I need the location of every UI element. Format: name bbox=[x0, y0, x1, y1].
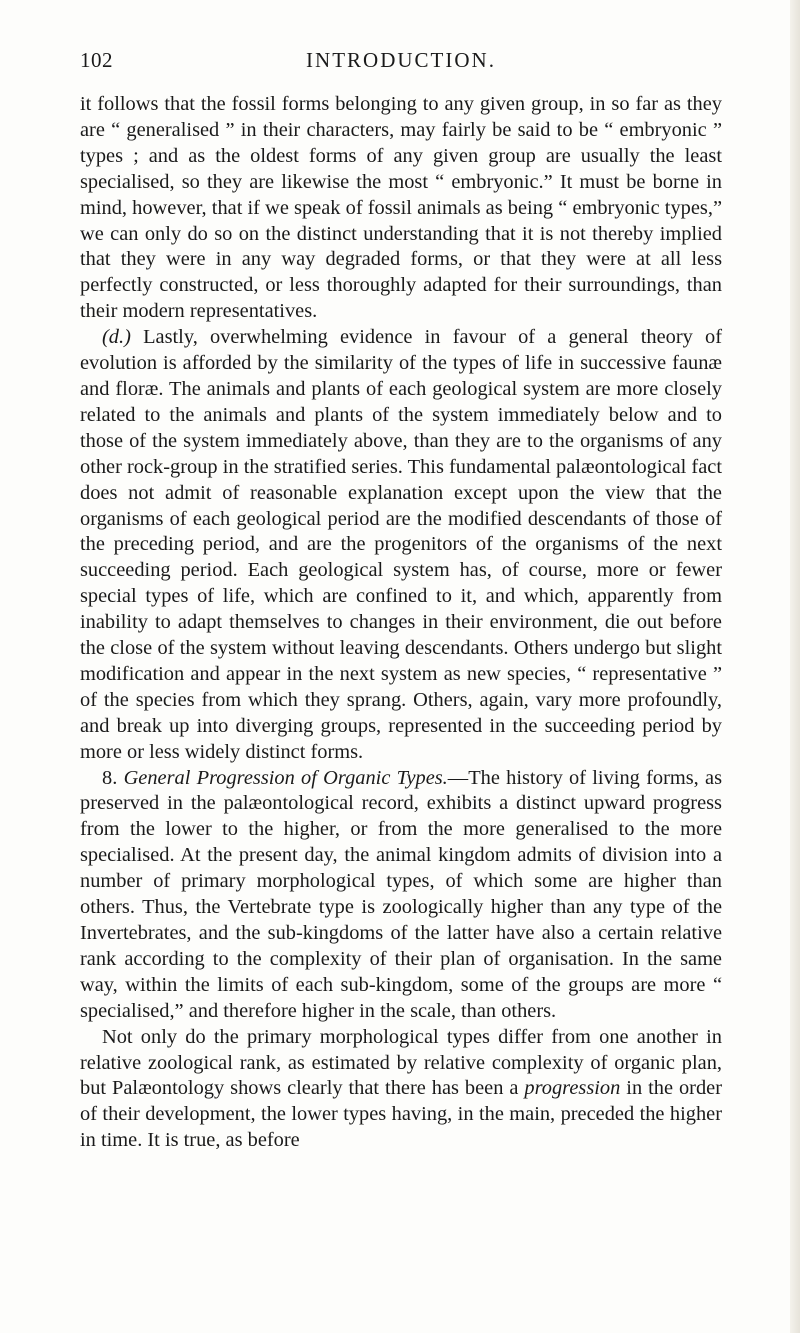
page-header bbox=[80, 48, 722, 78]
paragraph-text: Lastly, overwhelming evidence in favour of a general theory of evolution is afforded by the similarity of the types of life in successive faunæ and floræ. The animals and plants of each geological system are more closely related to the animals and plants of the system immediately below and to those of the system immediately above, than they are to the organisms of any other rock-group in the stratified series. This fundamental palæontological fact does not admit of reasonable explanation except upon the view that the organisms of each geological period are the modified descendants of those of the preceding period, and are the progenitors of the organisms of the next succeeding period. Each geological system has, of course, more or fewer special types of life, which are confined to it, and which, apparently from inability to adapt themselves to changes in their environment, die out before the close of the system without leaving descendants. Others undergo but slight modification and appear in the next system as new species, “ representative ” of the species from which they sprang. Others, again, vary more profoundly, and break up into diverging groups, represented in the succeeding period by more or less widely distinct forms. bbox=[80, 326, 722, 763]
section-heading: General Progression of Organic Types. bbox=[123, 766, 448, 789]
paragraph-text: —The history of living forms, as preserved in the palæontological record, exhibits a distinct upward progress from the lower to the higher, or from the more generalised to the more specialised. At the present day, the animal kingdom admits of division into a number of primary morphological types, of which some are higher than others. Thus, the Vertebrate type is zoologically higher than any type of the Invertebrates, and the sub-kingdoms of the latter have also a certain relative rank according to the complexity of their plan of organisation. In the same way, within the limits of each sub-kingdom, some of the groups are more “ specialised,” and therefore higher in the scale, than others. bbox=[80, 766, 723, 1022]
paragraph-text: in the order of their development, the lower types having, in the main, preceded the higher in time. It is true, as before bbox=[80, 1077, 722, 1152]
paragraph-d bbox=[80, 325, 722, 765]
paragraph-text: Not only do the primary morphological types differ from one another in relative zoological rank, as estimated by relative complexity of organic plan, but Palæontology shows clearly that there has been a bbox=[80, 1025, 722, 1100]
page-edge bbox=[790, 0, 800, 1333]
section-number: 8. bbox=[102, 766, 118, 789]
paragraph-label: (d.) bbox=[102, 326, 131, 349]
page-number: 102 bbox=[80, 48, 113, 72]
paragraph-progression bbox=[80, 1025, 722, 1155]
section-8 bbox=[80, 766, 722, 1025]
paragraph-continuation bbox=[80, 92, 722, 325]
running-title: INTRODUCTION. bbox=[306, 48, 496, 72]
paragraph-text: it follows that the fossil forms belonging to any given group, in so far as they are “ generalised ” in their characters, may fairly be said to be “ embryonic ” types ; and as the oldest forms of any given group are usually the least specialised, so they are likewise the most “ embryonic.” It must be borne in mind, however, that if we speak of fossil animals as being “ embryonic types,” we can only do so on the distinct understanding that it is not thereby implied that they were in any way degraded forms, or that they were at all less perfectly constructed, or less thoroughly adapted for their surroundings, than their modern representatives. bbox=[80, 93, 722, 323]
body-text bbox=[80, 92, 722, 1154]
emphasis-progression: progression bbox=[524, 1077, 621, 1100]
